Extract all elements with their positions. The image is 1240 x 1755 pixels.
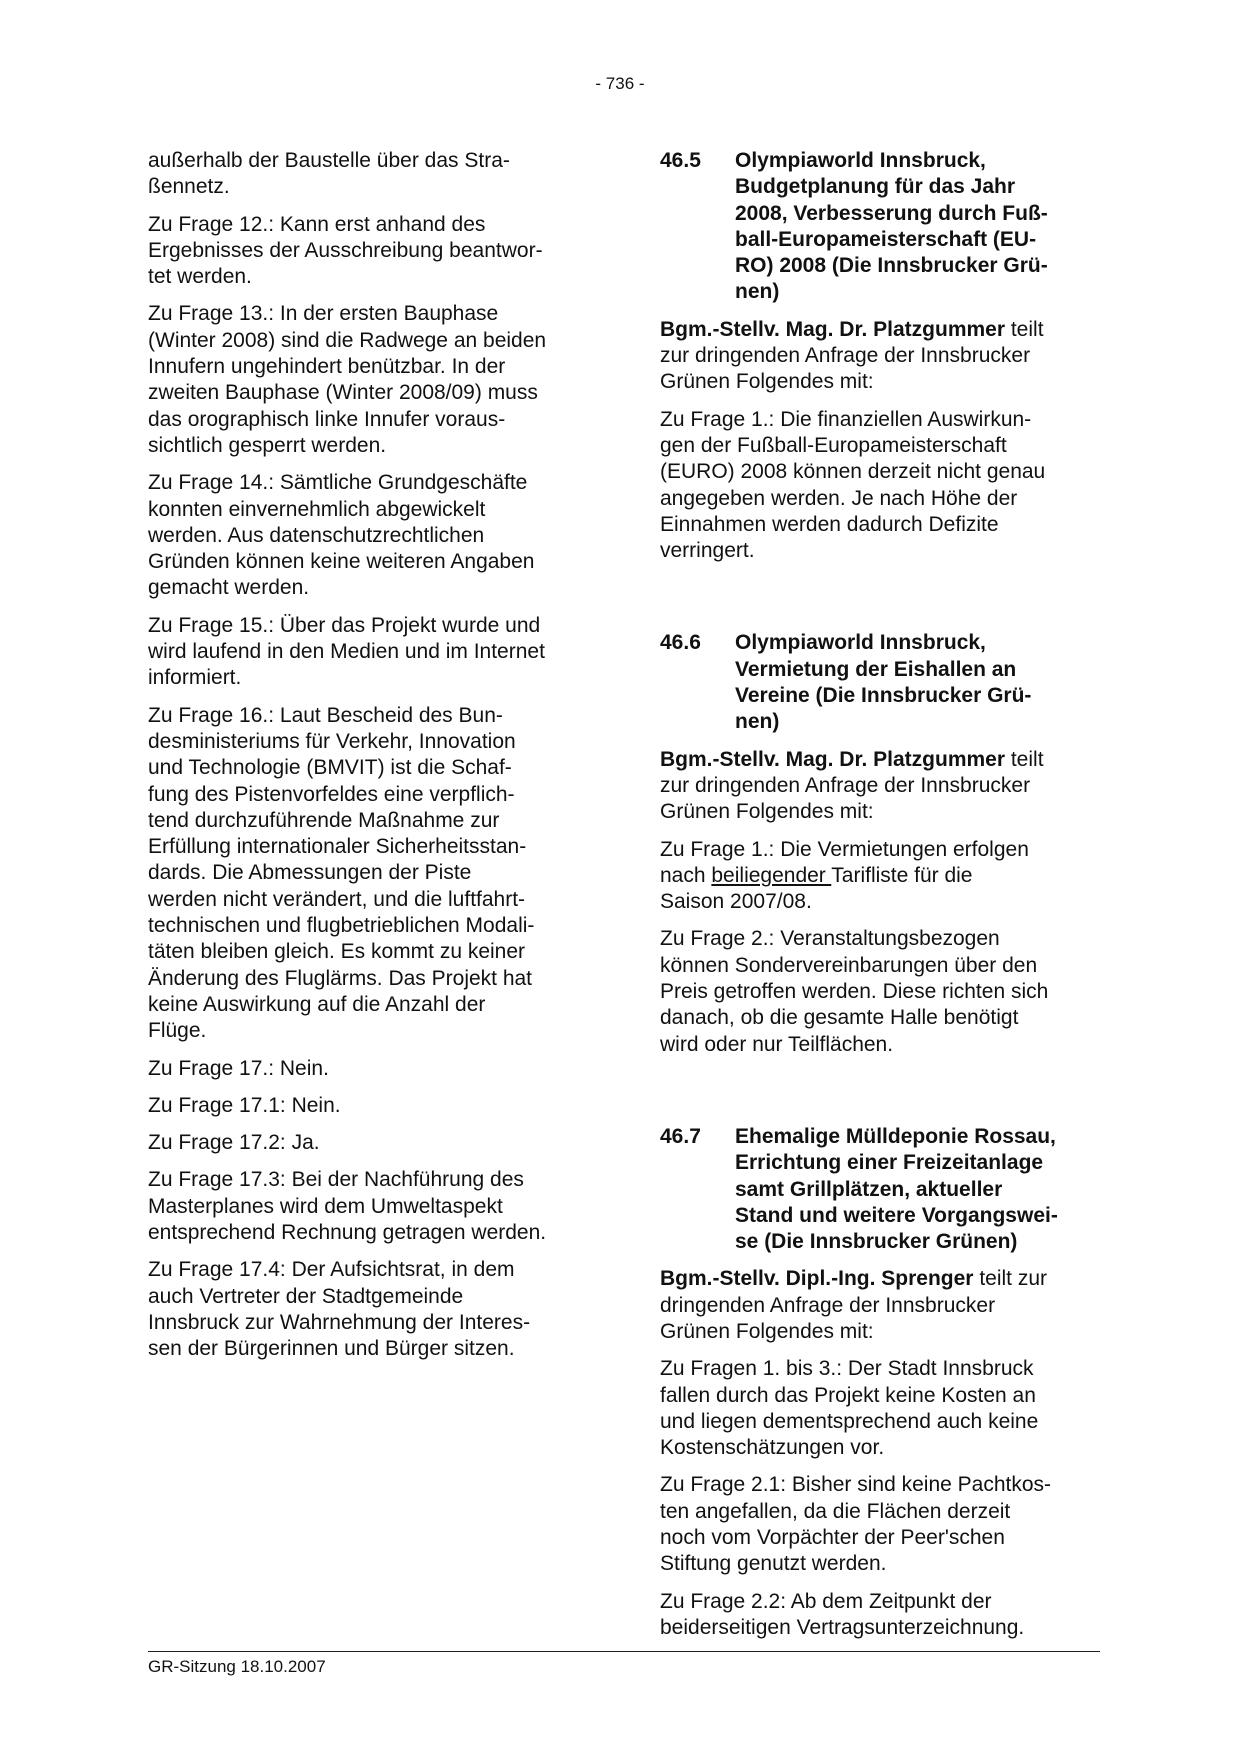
speaker-paragraph xyxy=(660,317,1100,396)
section-heading-46-6 xyxy=(660,630,1100,735)
section-heading-46-7 xyxy=(660,1124,1100,1255)
answer-text: Zu Frage 1.: Die Vermietungen erfolgen nach xyxy=(660,837,1029,887)
paragraph-frage-12: Zu Frage 12.: Kann erst anhand des Ergebnisses der Ausschreibung beantwor- tet werden. xyxy=(148,212,543,289)
left-column xyxy=(148,148,588,1373)
section-number: 46.5 xyxy=(660,149,701,172)
paragraph-frage-14: Zu Frage 14.: Sämtliche Grundgeschäfte konnten einvernehmlich abgewickelt werden. Aus datenschutzrechtlichen Gründen können keine weiteren Angaben gemacht werden. xyxy=(148,471,535,600)
paragraph-frage-17-2: Zu Frage 17.2: Ja. xyxy=(148,1131,320,1155)
answer-paragraph: Zu Frage 2.: Veranstaltungsbezogen können Sondervereinbarungen über den Preis getroffen werden. Diese richten sich danach, ob die gesamte Halle benötigt wird oder nur Teilflächen. xyxy=(660,927,1049,1056)
paragraph-continuation: außerhalb der Baustelle über das Stra- ßennetz. xyxy=(148,149,510,199)
section-heading-46-5 xyxy=(660,148,1100,306)
speaker-name: Bgm.-Stellv. Mag. Dr. Platzgummer xyxy=(660,317,1006,341)
section-title: Olympiaworld Innsbruck, Budgetplanung für das Jahr 2008, Verbesserung durch Fuß- ball-Europameisterschaft (EU- RO) 2008 (Die Innsbrucker Grü- nen) xyxy=(735,149,1048,304)
speaker-paragraph xyxy=(660,1266,1100,1345)
speaker-name: Bgm.-Stellv. Mag. Dr. Platzgummer xyxy=(660,747,1006,771)
attachment-link[interactable]: beiliegender xyxy=(711,863,832,887)
answer-paragraph xyxy=(660,837,1100,916)
section-number: 46.7 xyxy=(660,1124,701,1148)
section-title: Olympiaworld Innsbruck, Vermietung der Eishallen an Vereine (Die Innsbrucker Grü- nen) xyxy=(735,631,1032,734)
section-number: 46.6 xyxy=(660,631,701,655)
section-gap xyxy=(660,575,1100,630)
speaker-intro: teilt zur dringenden Anfrage der Innsbrucker Grünen Folgendes mit: xyxy=(660,747,1044,824)
speaker-intro: teilt zur dringenden Anfrage der Innsbrucker Grünen Folgendes mit: xyxy=(660,317,1044,394)
section-title: Ehemalige Mülldeponie Rossau, Errichtung einer Freizeitanlage samt Grillplätzen, aktueller Stand und weitere Vorgangswei- se (Die Innsbrucker Grünen) xyxy=(735,1124,1058,1254)
section-gap xyxy=(660,1069,1100,1124)
answer-text: Tarifliste für die Saison 2007/08. xyxy=(660,863,973,914)
paragraph-frage-17-3: Zu Frage 17.3: Bei der Nachführung des Masterplanes wird dem Umweltaspekt entsprechend Rechnung getragen werden. xyxy=(148,1168,547,1244)
answer-paragraph: Zu Frage 1.: Die finanziellen Auswirkun- gen der Fußball-Europameisterschaft (EURO) 2008 können derzeit nicht genau angegeben werden. Je nach Höhe der Einnahmen werden dadurch Defizite verringert. xyxy=(660,407,1046,563)
footer-session-date: GR-Sitzung 18.10.2007 xyxy=(148,1657,326,1676)
right-column xyxy=(660,148,1100,1652)
paragraph-frage-17: Zu Frage 17.: Nein. xyxy=(148,1056,329,1080)
speaker-intro: teilt zur dringenden Anfrage der Innsbrucker Grünen Folgendes mit: xyxy=(660,1267,1048,1343)
paragraph-frage-15: Zu Frage 15.: Über das Projekt wurde und wird laufend in den Medien und im Internet informiert. xyxy=(148,613,545,690)
answer-paragraph: Zu Frage 2.1: Bisher sind keine Pachtkos- ten angefallen, da die Flächen derzeit noch vom Vorpächter der Peer'schen Stiftung genutzt werden. xyxy=(660,1473,1052,1576)
page-number: - 736 - xyxy=(595,74,645,93)
footer-divider xyxy=(148,1651,1100,1652)
speaker-name: Bgm.-Stellv. Dipl.-Ing. Sprenger xyxy=(660,1267,974,1291)
paragraph-frage-17-1: Zu Frage 17.1: Nein. xyxy=(148,1093,341,1117)
answer-paragraph: Zu Fragen 1. bis 3.: Der Stadt Innsbruck fallen durch das Projekt keine Kosten an und liegen dementsprechend auch keine Kostenschätzungen vor. xyxy=(660,1357,1039,1460)
paragraph-frage-13: Zu Frage 13.: In der ersten Bauphase (Winter 2008) sind die Radwege an beiden Innufern ungehindert benützbar. In der zweiten Bauphase (Winter 2008/09) muss das orographisch linke Innufer voraus- sichtlich gesperrt werden. xyxy=(148,302,547,457)
speaker-paragraph xyxy=(660,747,1100,826)
paragraph-frage-16: Zu Frage 16.: Laut Bescheid des Bun- desministeriums für Verkehr, Innovation und Technologie (BMVIT) ist die Schaf- fung des Pistenvorfeldes eine verpflich- tend durchzuführende Maßnahme zur Erfüllung internationaler Sicherheitsstan- dards. Die Abmessungen der Piste werden nicht verändert, und die luftfahrt- technischen und flugbetrieblichen Modali- täten bleiben gleich. Es kommt zu keiner Änderung des Fluglärms. Das Projekt hat keine Auswirkung auf die Anzahl der Flüge. xyxy=(148,703,535,1043)
answer-paragraph: Zu Frage 2.2: Ab dem Zeitpunkt der beiderseitigen Vertragsunterzeichnung. xyxy=(660,1589,1025,1639)
paragraph-frage-17-4: Zu Frage 17.4: Der Aufsichtsrat, in dem auch Vertreter der Stadtgemeinde Innsbruck zur Wahrnehmung der Interes- sen der Bürgerinnen und Bürger sitzen. xyxy=(148,1258,531,1361)
